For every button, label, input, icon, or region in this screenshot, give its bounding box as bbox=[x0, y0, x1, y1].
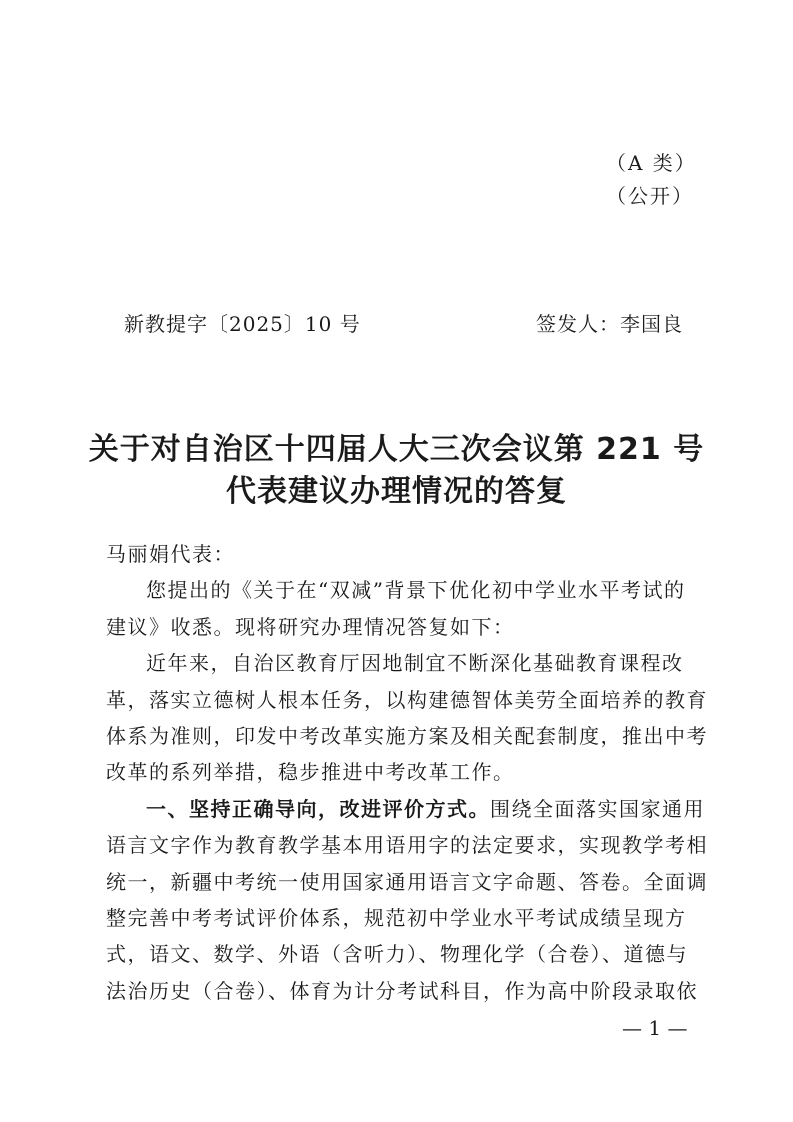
paragraph-line bbox=[106, 791, 705, 827]
paragraph-text: 围绕全面落实国家通用 bbox=[490, 796, 705, 821]
title-line-1: 关于对自治区十四届人大三次会议第 221 号 bbox=[88, 432, 705, 467]
paragraph-line: 法治历史（合卷）、体育为计分考试科目，作为高中阶段录取依 bbox=[106, 978, 698, 1003]
paragraph-line: 语言文字作为教育教学基本用语用字的法定要求，实现教学考相 bbox=[106, 833, 708, 858]
paragraph-line: 革，落实立德树人根本任务，以构建德智体美劳全面培养的教育 bbox=[106, 687, 708, 712]
paragraph-line: 您提出的《关于在“双减”背景下优化初中学业水平考试的 bbox=[146, 578, 686, 603]
section-heading: 一、坚持正确导向，改进评价方式。 bbox=[146, 796, 490, 821]
paragraph-line: 改革的系列举措，稳步推进中考改革工作。 bbox=[106, 760, 515, 785]
classification-disclosure: （公开） bbox=[606, 184, 694, 208]
paragraph-line: 式，语文、数学、外语（含听力）、物理化学（合卷）、道德与 bbox=[106, 942, 688, 967]
paragraph-line: 近年来，自治区教育厅因地制宜不断深化基础教育课程改 bbox=[146, 651, 684, 676]
salutation: 马丽娟代表： bbox=[106, 542, 235, 566]
paragraph-line: 统一，新疆中考统一使用国家通用语言文字命题、答卷。全面调 bbox=[106, 869, 708, 894]
paragraph-line: 整完善中考考试评价体系，规范初中学业水平考试成绩呈现方 bbox=[106, 905, 687, 930]
paragraph-line: 建议》收悉。现将研究办理情况答复如下： bbox=[106, 614, 515, 639]
classification-category: （A 类） bbox=[606, 151, 697, 175]
document-number: 新教提字〔2025〕10 号 bbox=[124, 312, 361, 336]
signer: 签发人：李国良 bbox=[536, 312, 683, 336]
title-line-2: 代表建议办理情况的答复 bbox=[226, 474, 567, 509]
page-number: — 1 — bbox=[622, 1016, 688, 1040]
paragraph-line: 体系为准则，印发中考改革实施方案及相关配套制度，推出中考 bbox=[106, 723, 708, 748]
letter-body bbox=[106, 536, 708, 1009]
